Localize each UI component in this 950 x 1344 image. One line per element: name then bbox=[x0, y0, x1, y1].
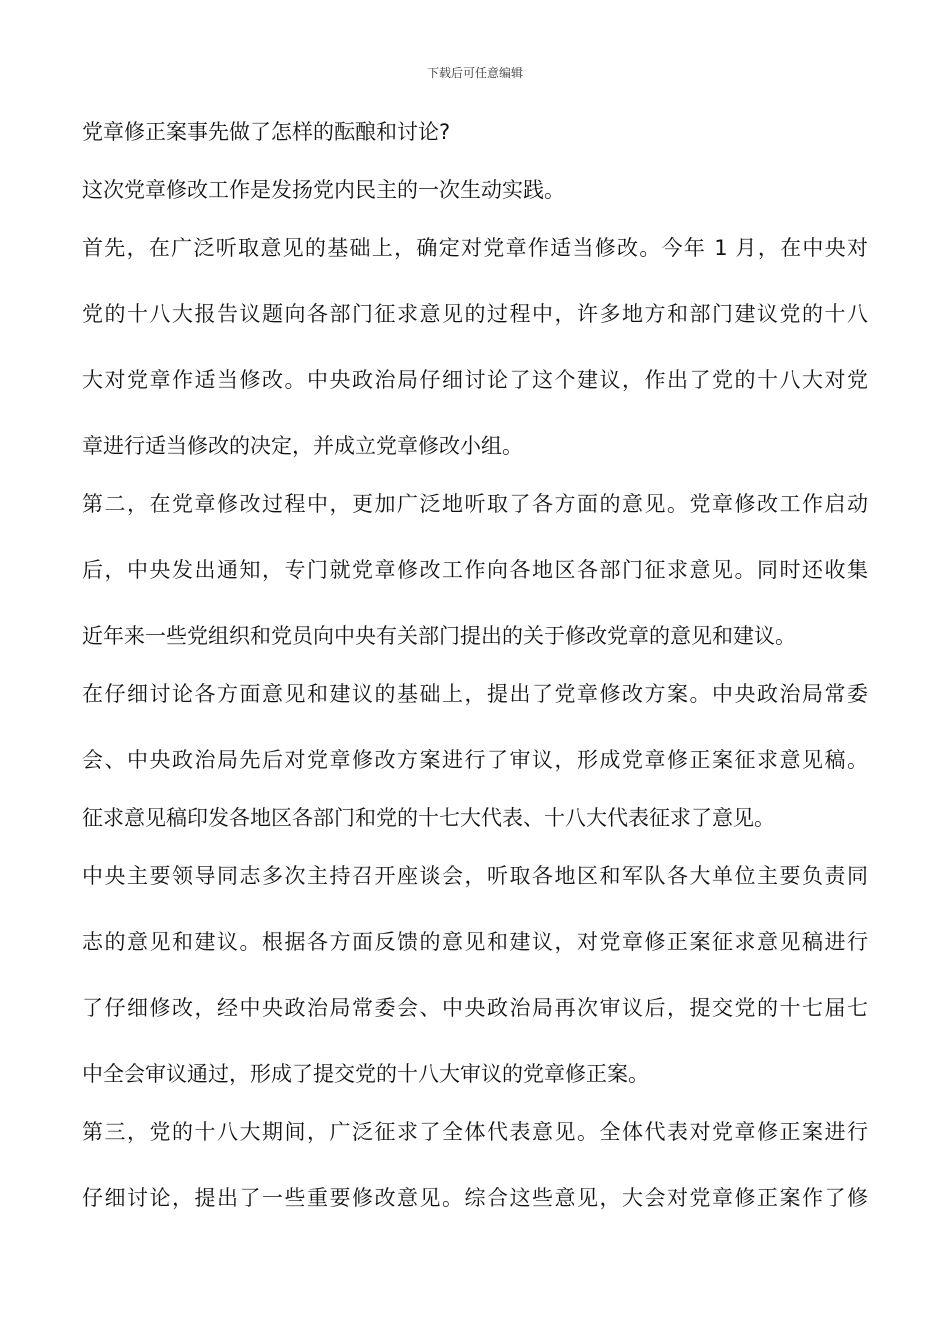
text-line: 后，中央发出通知，专门就党章修改工作向各地区各部门征求意见。同时还收集 bbox=[82, 558, 868, 582]
text-line: 党的十八大报告议题向各部门征求意见的过程中，许多地方和部门建议党的十八 bbox=[82, 302, 868, 326]
text-line: 中央主要领导同志多次主持召开座谈会，听取各地区和军队各大单位主要负责同 bbox=[82, 864, 868, 888]
text-line: 第二，在党章修改过程中，更加广泛地听取了各方面的意见。党章修改工作启动 bbox=[82, 492, 868, 516]
text-line: 志的意见和建议。根据各方面反馈的意见和建议，对党章修正案征求意见稿进行 bbox=[82, 930, 868, 954]
text-line: 大对党章作适当修改。中央政治局仔细讨论了这个建议，作出了党的十八大对党 bbox=[82, 368, 868, 392]
text-line: 章进行适当修改的决定，并成立党章修改小组。 bbox=[82, 434, 523, 458]
header-note: 下载后可任意编辑 bbox=[426, 66, 523, 80]
text-line: 中全会审议通过，形成了提交党的十八大审议的党章修正案。 bbox=[82, 1062, 649, 1086]
text-line: 在仔细讨论各方面意见和建议的基础上，提出了党章修改方案。中央政治局常委 bbox=[82, 682, 868, 706]
text-line: 会、中央政治局先后对党章修改方案进行了审议，形成党章修正案征求意见稿。 bbox=[82, 748, 868, 772]
document-body bbox=[82, 118, 868, 1213]
text-line: 首先，在广泛听取意见的基础上，确定对党章作适当修改。今年 1 月，在中央对 bbox=[82, 236, 868, 260]
text-line: 了仔细修改，经中央政治局常委会、中央政治局再次审议后，提交党的十七届七 bbox=[82, 996, 868, 1020]
text-line: 这次党章修改工作是发扬党内民主的一次生动实践。 bbox=[82, 178, 565, 202]
text-line: 近年来一些党组织和党员向中央有关部门提出的关于修改党章的意见和建议。 bbox=[82, 624, 796, 648]
text-line: 党章修正案事先做了怎样的酝酿和讨论? bbox=[82, 120, 451, 144]
text-line: 第三，党的十八大期间，广泛征求了全体代表意见。全体代表对党章修正案进行 bbox=[82, 1120, 868, 1144]
text-line: 仔细讨论，提出了一些重要修改意见。综合这些意见，大会对党章修正案作了修 bbox=[82, 1186, 868, 1210]
text-line: 征求意见稿印发各地区各部门和党的十七大代表、十八大代表征求了意见。 bbox=[82, 806, 775, 830]
